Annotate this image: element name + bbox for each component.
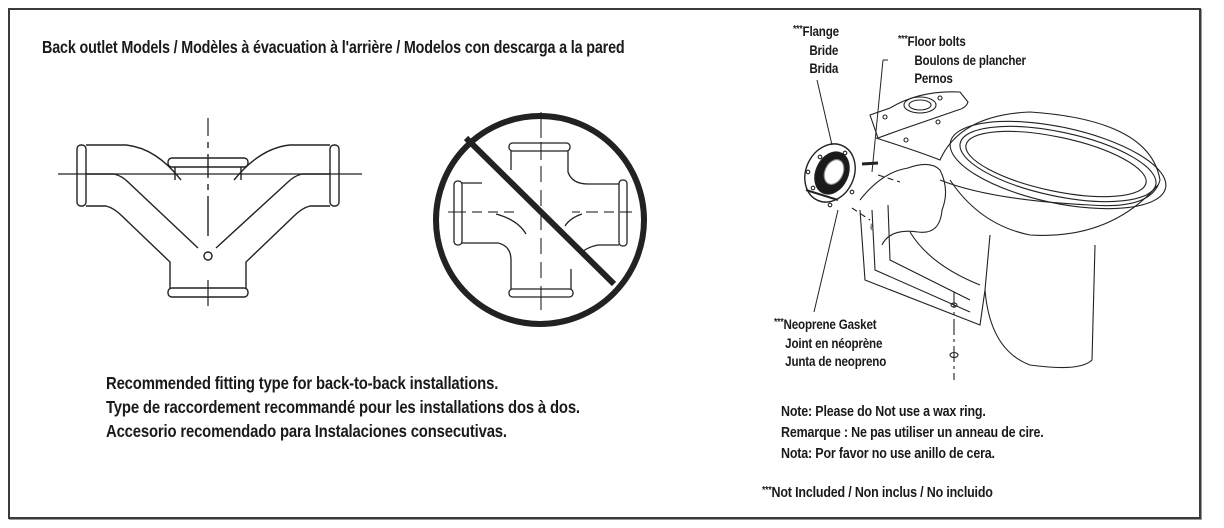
- note-line-es: Nota: Por favor no use anillo de cera.: [781, 446, 995, 462]
- note-line-fr: Remarque : Ne pas utiliser un anneau de cire.: [781, 425, 1044, 441]
- svg-text:ℓ: ℓ: [870, 222, 873, 232]
- caption-line-en: Recommended fitting type for back-to-back installations.: [106, 373, 499, 393]
- not-included-marker: ***: [774, 317, 784, 328]
- page-title: Back outlet Models / Modèles à évacuation à l'arrière / Modelos con descarga a la pared: [42, 37, 625, 57]
- callout-floor-bolts: ***Floor bolts Boulons de plancher Pernos: [898, 34, 1026, 86]
- double-wye-fitting-diagram: [66, 128, 366, 328]
- callout-neoprene-gasket: ***Neoprene Gasket Joint en néoprène Junta de neopreno: [774, 317, 887, 369]
- caption-line-es: Accesorio recomendado para Instalaciones consecutivas.: [106, 421, 507, 441]
- recommended-fitting-caption: [106, 371, 580, 443]
- not-included-marker: ***: [793, 24, 803, 35]
- note-line-en: Note: Please do Not use a wax ring.: [781, 404, 986, 420]
- caption-line-fr: Type de raccordement recommandé pour les installations dos à dos.: [106, 397, 580, 417]
- cross-fitting-diagram-prohibited: [420, 100, 660, 340]
- not-included-marker: ***: [898, 34, 908, 45]
- not-included-legend: ***Not Included / Non inclus / No incluido: [762, 485, 993, 501]
- wax-ring-note: [781, 402, 1044, 465]
- not-included-marker: ***: [762, 485, 772, 496]
- callout-flange: ***Flange Bride Brida: [793, 24, 839, 76]
